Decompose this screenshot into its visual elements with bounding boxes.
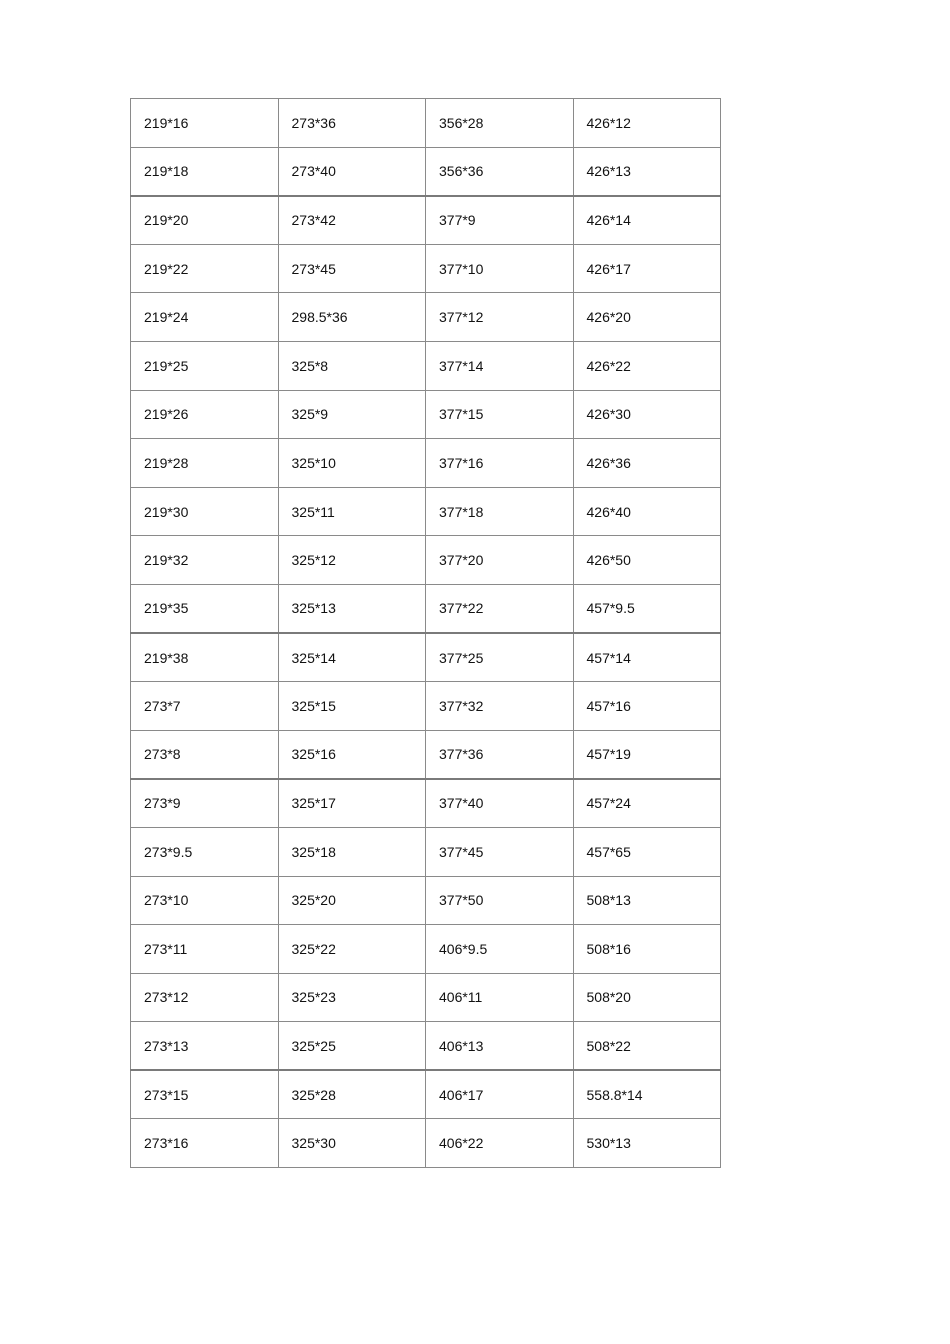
table-row <box>131 584 721 633</box>
table-cell: 325*10 <box>278 439 426 488</box>
table-cell: 406*22 <box>426 1119 574 1168</box>
table-cell: 457*19 <box>573 730 721 779</box>
table-cell: 273*45 <box>278 244 426 293</box>
table-cell: 377*40 <box>426 779 574 828</box>
table-cell: 426*13 <box>573 147 721 196</box>
table-cell: 298.5*36 <box>278 293 426 342</box>
table-row <box>131 244 721 293</box>
table-cell: 325*18 <box>278 827 426 876</box>
table-cell: 377*20 <box>426 536 574 585</box>
table-cell: 457*24 <box>573 779 721 828</box>
table-row <box>131 196 721 245</box>
table-cell: 325*20 <box>278 876 426 925</box>
table-cell: 325*25 <box>278 1022 426 1071</box>
table-cell: 219*32 <box>131 536 279 585</box>
table-cell: 377*9 <box>426 196 574 245</box>
table-cell: 377*14 <box>426 341 574 390</box>
table-cell: 377*18 <box>426 487 574 536</box>
table-cell: 426*17 <box>573 244 721 293</box>
table-cell: 325*9 <box>278 390 426 439</box>
table-row <box>131 1022 721 1071</box>
table-cell: 273*11 <box>131 925 279 974</box>
table-cell: 273*7 <box>131 682 279 731</box>
table-cell: 219*16 <box>131 99 279 148</box>
table-cell: 273*9 <box>131 779 279 828</box>
table-cell: 457*9.5 <box>573 584 721 633</box>
table-row <box>131 876 721 925</box>
table-row <box>131 779 721 828</box>
table-cell: 426*12 <box>573 99 721 148</box>
table-row <box>131 439 721 488</box>
table-cell: 426*22 <box>573 341 721 390</box>
table-row <box>131 99 721 148</box>
table-cell: 325*15 <box>278 682 426 731</box>
table-cell: 377*10 <box>426 244 574 293</box>
table-cell: 508*13 <box>573 876 721 925</box>
table-cell: 219*30 <box>131 487 279 536</box>
table-row <box>131 925 721 974</box>
table-cell: 508*20 <box>573 973 721 1022</box>
table-cell: 558.8*14 <box>573 1070 721 1119</box>
table-cell: 406*9.5 <box>426 925 574 974</box>
table-row <box>131 536 721 585</box>
table-row <box>131 682 721 731</box>
table-cell: 325*14 <box>278 633 426 682</box>
table-cell: 325*11 <box>278 487 426 536</box>
table-cell: 406*11 <box>426 973 574 1022</box>
table-cell: 325*16 <box>278 730 426 779</box>
table-cell: 377*22 <box>426 584 574 633</box>
table-row <box>131 730 721 779</box>
table-cell: 273*9.5 <box>131 827 279 876</box>
table-row <box>131 633 721 682</box>
table-cell: 377*32 <box>426 682 574 731</box>
table-cell: 325*23 <box>278 973 426 1022</box>
table-cell: 325*8 <box>278 341 426 390</box>
table-cell: 219*35 <box>131 584 279 633</box>
table-cell: 273*42 <box>278 196 426 245</box>
table-cell: 219*28 <box>131 439 279 488</box>
table-cell: 273*8 <box>131 730 279 779</box>
table-cell: 325*30 <box>278 1119 426 1168</box>
table-cell: 273*40 <box>278 147 426 196</box>
table-cell: 426*50 <box>573 536 721 585</box>
table-row <box>131 973 721 1022</box>
table-row <box>131 1119 721 1168</box>
table-row <box>131 341 721 390</box>
table-cell: 325*12 <box>278 536 426 585</box>
table-cell: 426*14 <box>573 196 721 245</box>
table-cell: 325*13 <box>278 584 426 633</box>
table-cell: 406*17 <box>426 1070 574 1119</box>
table-cell: 356*28 <box>426 99 574 148</box>
table-cell: 377*45 <box>426 827 574 876</box>
table-cell: 356*36 <box>426 147 574 196</box>
table-row <box>131 390 721 439</box>
table-cell: 426*20 <box>573 293 721 342</box>
table-cell: 219*18 <box>131 147 279 196</box>
table-cell: 508*16 <box>573 925 721 974</box>
table-cell: 273*36 <box>278 99 426 148</box>
table-row <box>131 293 721 342</box>
table-cell: 426*36 <box>573 439 721 488</box>
pipe-size-table <box>130 98 721 1168</box>
table-cell: 508*22 <box>573 1022 721 1071</box>
table-cell: 273*13 <box>131 1022 279 1071</box>
table-cell: 219*22 <box>131 244 279 293</box>
table-cell: 325*17 <box>278 779 426 828</box>
table-cell: 377*36 <box>426 730 574 779</box>
table-cell: 325*22 <box>278 925 426 974</box>
table-cell: 325*28 <box>278 1070 426 1119</box>
table-cell: 377*16 <box>426 439 574 488</box>
table-cell: 426*40 <box>573 487 721 536</box>
table-row <box>131 1070 721 1119</box>
table-cell: 219*24 <box>131 293 279 342</box>
table-cell: 273*10 <box>131 876 279 925</box>
table-cell: 377*15 <box>426 390 574 439</box>
table-body <box>131 99 721 1168</box>
table-cell: 377*12 <box>426 293 574 342</box>
table-cell: 426*30 <box>573 390 721 439</box>
table-cell: 273*16 <box>131 1119 279 1168</box>
table-cell: 219*25 <box>131 341 279 390</box>
table-row <box>131 487 721 536</box>
table-cell: 530*13 <box>573 1119 721 1168</box>
table-cell: 457*14 <box>573 633 721 682</box>
table-cell: 377*50 <box>426 876 574 925</box>
table-cell: 219*26 <box>131 390 279 439</box>
table-cell: 377*25 <box>426 633 574 682</box>
table-cell: 457*65 <box>573 827 721 876</box>
table-cell: 219*20 <box>131 196 279 245</box>
table-cell: 273*15 <box>131 1070 279 1119</box>
table-cell: 406*13 <box>426 1022 574 1071</box>
table-row <box>131 827 721 876</box>
table-cell: 457*16 <box>573 682 721 731</box>
table-cell: 219*38 <box>131 633 279 682</box>
table-row <box>131 147 721 196</box>
table-cell: 273*12 <box>131 973 279 1022</box>
